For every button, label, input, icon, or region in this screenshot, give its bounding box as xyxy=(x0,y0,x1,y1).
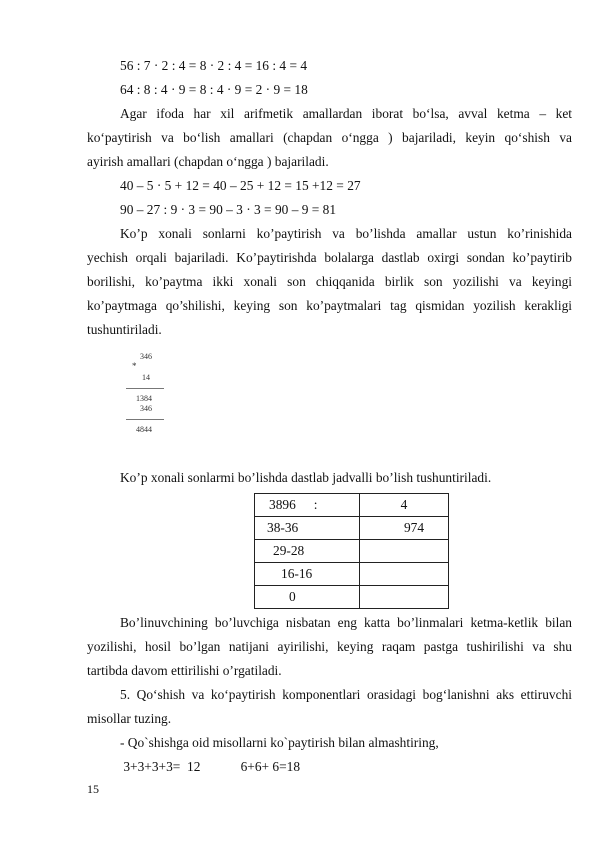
table-cell: 0 xyxy=(255,586,360,609)
rule-line xyxy=(126,388,164,389)
partial-product: 1384 xyxy=(136,394,152,403)
multiplier: 14 xyxy=(142,373,150,382)
paragraph-line: tushuntiriladi. xyxy=(87,322,162,337)
table-cell: 974 xyxy=(360,517,449,540)
table-cell: 3896 : xyxy=(255,494,360,517)
sum-examples: 3+3+3+3= 12 6+6+ 6=18 xyxy=(120,759,301,774)
table-cell: 16-16 xyxy=(255,563,360,586)
example-line: 40 – 5 · 5 + 12 = 40 – 25 + 12 = 15 +12 = 27 xyxy=(120,178,361,193)
table-row xyxy=(255,586,449,609)
example-line: 64 : 8 : 4 · 9 = 8 : 4 · 9 = 2 · 9 = 18 xyxy=(120,82,308,97)
example-line: 90 – 27 : 9 · 3 = 90 – 3 · 3 = 90 – 9 = 81 xyxy=(120,202,337,217)
paragraph-line: Ko’p xonali sonlarni ko’paytirish va bo’lishda amallar ustun ko’rinishida xyxy=(120,226,572,241)
paragraph-line: ayirish amallari (chapdan o‘ngga ) bajariladi. xyxy=(87,154,329,169)
paragraph-line: borilishi, ko’paytma ikki xonali son chiqqanida birlik son yozilishi va keyingi xyxy=(87,274,572,289)
table-cell xyxy=(360,586,449,609)
paragraph-line: Bo’linuvchining bo’luvchiga nisbatan eng katta bo’linmalari ketma-ketlik bilan xyxy=(120,615,572,630)
table-row xyxy=(255,563,449,586)
task-subitem: - Qo`shishga oid misollarni ko`paytirish bilan almashtiring, xyxy=(120,735,439,750)
task-heading: 5. Qo‘shish va ko‘paytirish komponentlari orasidagi bog‘lanishni aks ettiruvchi xyxy=(120,687,572,702)
table-row xyxy=(255,540,449,563)
paragraph-line: ko’paytmaga qo’shilishi, keying son ko’paytmalari tag qismidan yozilish kerakligi xyxy=(87,298,572,313)
multiplicand: 346 xyxy=(140,352,152,361)
paragraph-line: tartibda davom ettirilishi o’rgatiladi. xyxy=(87,663,282,678)
task-heading: misollar tuzing. xyxy=(87,711,172,726)
product-result: 4844 xyxy=(136,425,152,434)
table-cell xyxy=(360,563,449,586)
multiply-sign: * xyxy=(132,361,137,371)
table-cell xyxy=(360,540,449,563)
paragraph-line: Agar ifoda har xil arifmetik amallardan iborat bo‘lsa, avval ketma – ket xyxy=(120,106,572,121)
paragraph-line: yechish orqali bajariladi. Ko’paytirishda bolalarga dastlab oxirgi sondan ko’paytirib xyxy=(87,250,572,265)
rule-line xyxy=(126,419,164,420)
example-line: 56 : 7 · 2 : 4 = 8 · 2 : 4 = 16 : 4 = 4 xyxy=(120,58,308,73)
table-cell: 29-28 xyxy=(255,540,360,563)
paragraph-line: yozilishi, hosil bo’lgan natijani ayirilishi, keying raqam pastga tushirilishi va shu xyxy=(87,639,572,654)
division-table xyxy=(254,493,449,609)
table-cell: 4 xyxy=(360,494,449,517)
division-intro: Ko’p xonali sonlarmi bo’lishda dastlab jadvalli bo’lish tushuntiriladi. xyxy=(120,470,492,485)
paragraph-line: ko‘paytirish va bo‘lish amallari (chapdan o‘ngga ) bajariladi, keyin qo‘shish va xyxy=(87,130,572,145)
partial-product: 346 xyxy=(140,404,152,413)
column-multiplication xyxy=(126,352,170,438)
table-row xyxy=(255,517,449,540)
table-row xyxy=(255,494,449,517)
table-cell: 38-36 xyxy=(255,517,360,540)
page-number: 15 xyxy=(87,782,99,796)
